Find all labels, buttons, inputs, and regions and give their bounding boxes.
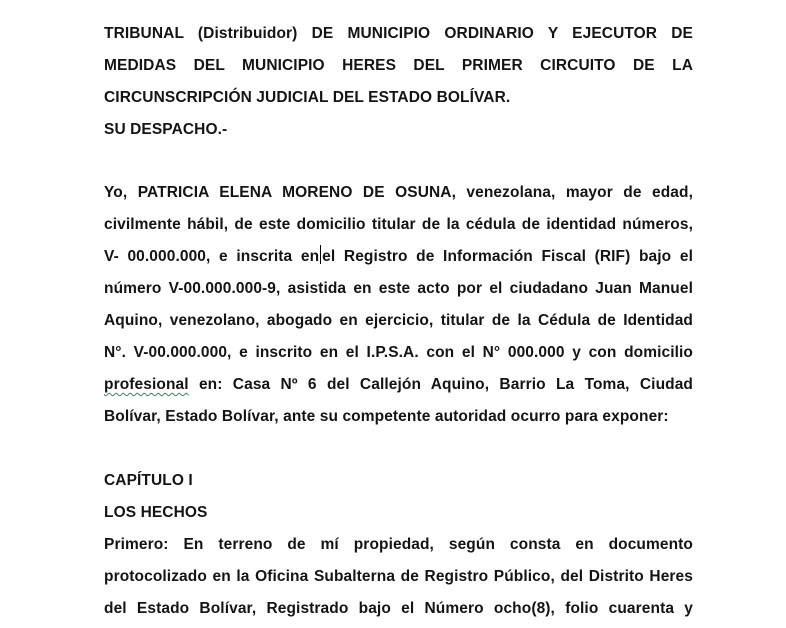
- intro-line-2: civilmente hábil, de este domicilio titular de la cédula de identidad números,: [104, 216, 693, 233]
- intro-line-3-start: V- 00.000.000, e inscrita en: [104, 248, 320, 265]
- intro-line-7-rest: en: Casa Nº 6 del Callejón Aquino, Barrio La Toma, Ciudad: [198, 376, 693, 393]
- intro-line-7: [104, 369, 693, 401]
- intro-line-8: Bolívar, Estado Bolívar, ante su competente autoridad ocurro para exponer:: [104, 408, 669, 425]
- spellcheck-flagged-word[interactable]: profesional: [104, 376, 189, 393]
- salutation: SU DESPACHO.-: [104, 121, 228, 138]
- intro-line-3: [104, 241, 693, 273]
- chapter-subtitle: LOS HECHOS: [104, 504, 208, 521]
- facts-line-3: del Estado Bolívar, Registrado bajo el Número ocho(8), folio cuarenta y: [104, 600, 693, 617]
- intro-line-5: Aquino, venezolano, abogado en ejercicio, titular de la Cédula de Identidad: [104, 312, 693, 329]
- intro-line-4: número V-00.000.000-9, asistida en este acto por el ciudadano Juan Manuel: [104, 280, 693, 297]
- facts-line-1: Primero: En terreno de mí propiedad, según consta en documento: [104, 536, 693, 553]
- intro-line-6: N°. V-00.000.000, e inscrito en el I.P.S.A. con el N° 000.000 y con domicilio: [104, 344, 693, 361]
- chapter-title: CAPÍTULO I: [104, 472, 193, 489]
- header-line-2: MEDIDAS DEL MUNICIPIO HERES DEL PRIMER CIRCUITO DE LA: [104, 57, 693, 74]
- facts-line-2: protocolizado en la Oficina Subalterna de Registro Público, del Distrito Heres: [104, 568, 693, 585]
- intro-line-1: Yo, PATRICIA ELENA MORENO DE OSUNA, venezolana, mayor de edad,: [104, 184, 693, 201]
- header-line-3: CIRCUNSCRIPCIÓN JUDICIAL DEL ESTADO BOLÍVAR.: [104, 89, 511, 106]
- intro-line-3-end: el Registro de Información Fiscal (RIF) bajo el: [322, 248, 693, 265]
- header-line-1: TRIBUNAL (Distribuidor) DE MUNICIPIO ORDINARIO Y EJECUTOR DE: [104, 25, 693, 42]
